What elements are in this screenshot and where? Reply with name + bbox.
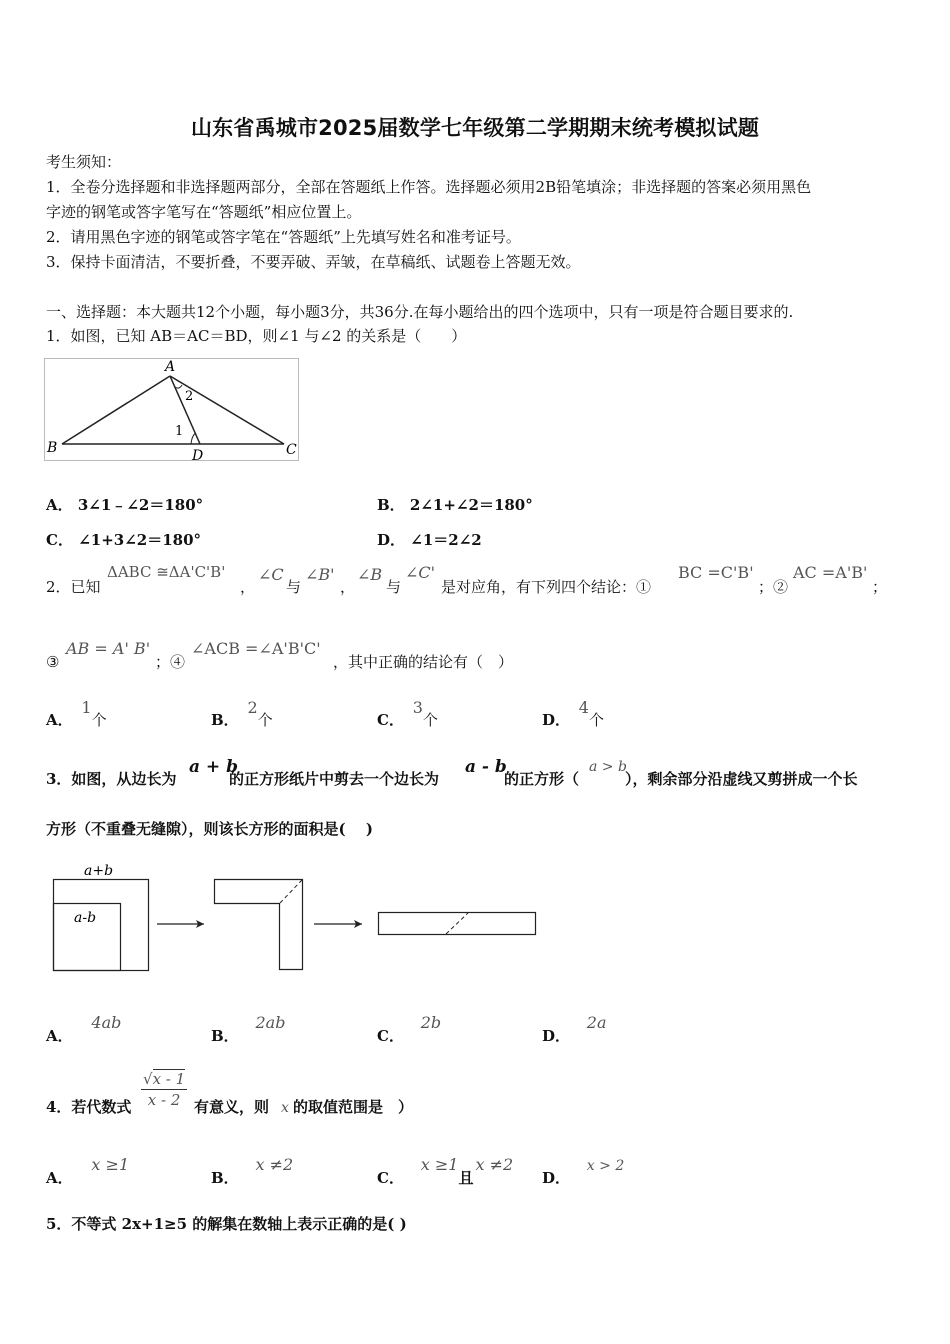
option-unit: 个 (257, 711, 273, 729)
q2-conclusion-4: ∠ACB =∠A'B'C' (191, 639, 321, 658)
option-number: 2 (247, 698, 258, 717)
q3-lead: 3．如图，从边长为 (46, 770, 177, 788)
option-text: 4ab (91, 1013, 122, 1032)
q3-tail: ），剩余部分沿虚线又剪拼成一个长 (625, 770, 858, 788)
option-label: C． (377, 1169, 404, 1187)
q2-option-c[interactable] (377, 698, 438, 731)
q3-option-a[interactable] (46, 1013, 122, 1047)
inner-side-label: a-b (74, 910, 97, 926)
q1-option-b[interactable] (377, 494, 533, 516)
q2-comma: ， (240, 578, 256, 596)
option-label: A． (46, 1169, 73, 1187)
q4-tail: 的取值范围是 ） (293, 1098, 414, 1116)
q3-option-d[interactable] (542, 1013, 607, 1047)
option-text: 2a (586, 1013, 607, 1032)
vertex-a-label: A (165, 359, 176, 375)
option-label: A． (46, 1027, 73, 1045)
option-unit: 个 (422, 711, 438, 729)
q2-option-a[interactable] (46, 698, 107, 731)
q4-option-a[interactable] (46, 1155, 130, 1189)
q4-option-d[interactable] (542, 1158, 625, 1190)
q3-option-c[interactable] (377, 1013, 442, 1047)
q1-option-d[interactable] (377, 529, 482, 551)
q2-and: 与 (286, 578, 302, 596)
q4-denominator: x - 2 (147, 1091, 181, 1109)
notice-line-1b: 字迹的钢笔或答字笔写在“答题纸”相应位置上。 (46, 203, 362, 221)
option-text: x ≥1 (91, 1155, 130, 1174)
option-text: 2b (420, 1013, 442, 1032)
q2-sep: ； (872, 578, 888, 596)
q2-conclusions-intro: 是对应角，有下列四个结论：① (441, 578, 652, 596)
option-label: D． (377, 531, 406, 549)
q3-mid: 的正方形纸片中剪去一个边长为 (229, 770, 440, 788)
q2-conclusion-2: AC =A'B' (793, 563, 868, 582)
vertex-d-label: D (192, 448, 204, 464)
option-label: A． (46, 496, 73, 514)
q3-tail-2: 方形（不重叠无缝隙），则该长方形的面积是( ) (46, 820, 373, 838)
option-label: B． (377, 496, 405, 514)
option-text: 2∠1+∠2＝180° (409, 496, 533, 514)
notice-line-3: 3．保持卡面清洁，不要折叠，不要弄破、弄皱，在草稿纸、试题卷上答题无效。 (46, 253, 581, 271)
q2-circled-4: ；④ (155, 653, 186, 671)
q2-angle-b: ∠B (357, 565, 383, 584)
q2-circled-3: ③ (46, 653, 60, 671)
q2-angle-c-prime: ∠C' (405, 563, 436, 582)
option-label: C． (46, 531, 73, 549)
option-text: 2ab (255, 1013, 286, 1032)
option-label: A． (46, 711, 73, 729)
notice-heading: 考生须知： (46, 153, 122, 171)
q3-big-side: a + b (189, 757, 238, 777)
q4-variable: x (281, 1100, 289, 1116)
option-number: 4 (578, 698, 589, 717)
option-join: 且 (458, 1169, 474, 1187)
q2-comma: ， (340, 578, 356, 596)
option-unit: 个 (588, 711, 604, 729)
vertex-c-label: C (286, 442, 297, 458)
q2-lead: 2．已知 (46, 578, 101, 596)
q2-option-b[interactable] (211, 698, 273, 731)
option-text-2: x ≠2 (475, 1155, 514, 1174)
angle-1-label: 1 (175, 424, 184, 439)
q4-option-b[interactable] (211, 1155, 294, 1189)
angle-2-label: 2 (185, 389, 194, 404)
page-title: 山东省禹城市2025届数学七年级第二学期期末统考模拟试题 (190, 116, 760, 140)
option-label: B． (211, 711, 239, 729)
q4-lead: 4．若代数式 (46, 1098, 132, 1116)
q2-angle-b-prime: ∠B' (305, 565, 335, 584)
q4-mid: 有意义，则 (194, 1098, 270, 1116)
square-cutting-figure (44, 858, 544, 974)
q3-mid-2: 的正方形（ (504, 770, 580, 788)
q2-question: ，其中正确的结论有（ ） (333, 653, 514, 671)
q2-conclusion-3: AB = A' B' (66, 639, 151, 658)
option-number: 3 (412, 698, 423, 717)
q3-condition: a > b (589, 759, 627, 775)
option-label: B． (211, 1169, 239, 1187)
outer-side-label: a+b (84, 863, 114, 879)
option-label: C． (377, 711, 404, 729)
section-heading: 一、选择题：本大题共12个小题，每小题3分，共36分.在每小题给出的四个选项中，只有一项是符合题目要求的. (46, 303, 794, 321)
option-text: ∠1+3∠2＝180° (78, 531, 202, 549)
option-label: D． (542, 711, 571, 729)
q2-congruence: ΔABC ≅ΔA'C'B' (107, 563, 226, 581)
q4-numerator: x - 1 (152, 1070, 186, 1088)
q3-option-b[interactable] (211, 1013, 286, 1047)
option-unit: 个 (91, 711, 107, 729)
notice-line-1a: 1．全卷分选择题和非选择题两部分，全部在答题纸上作答。选择题必须用2B铅笔填涂；非选择题的答案必须用黑色 (46, 178, 812, 196)
q2-and: 与 (386, 578, 402, 596)
q3-small-side: a - b (465, 757, 507, 777)
q1-option-c[interactable] (46, 529, 201, 551)
option-label: C． (377, 1027, 404, 1045)
question-1-text: 1．如图，已知 AB＝AC＝BD，则∠1 与∠2 的关系是（ ） (46, 327, 467, 345)
notice-line-2: 2．请用黑色字迹的钢笔或答字笔在“答题纸”上先填写姓名和准考证号。 (46, 228, 521, 246)
option-label: D． (542, 1169, 571, 1187)
q2-conclusion-1: BC =C'B' (678, 563, 754, 582)
option-text: x ≠2 (255, 1155, 294, 1174)
option-number: 1 (81, 698, 92, 717)
question-5-text: 5．不等式 2x+1≥5 的解集在数轴上表示正确的是( ) (46, 1215, 407, 1233)
q2-option-d[interactable] (542, 698, 604, 731)
q4-option-c[interactable] (377, 1155, 514, 1189)
q4-fraction: √x - 1 x - 2 (143, 1070, 186, 1109)
vertex-b-label: B (47, 440, 58, 456)
q1-option-a[interactable] (46, 494, 203, 516)
option-text: x ≥1 (420, 1155, 459, 1174)
q2-sep: ；② (758, 578, 789, 596)
triangle-figure (44, 356, 300, 464)
option-label: D． (542, 1027, 571, 1045)
option-text: ∠1＝2∠2 (410, 531, 482, 549)
option-text: x > 2 (586, 1158, 625, 1174)
option-text: 3∠1﹣∠2＝180° (77, 496, 204, 514)
q2-angle-c: ∠C (258, 565, 284, 584)
option-label: B． (211, 1027, 239, 1045)
